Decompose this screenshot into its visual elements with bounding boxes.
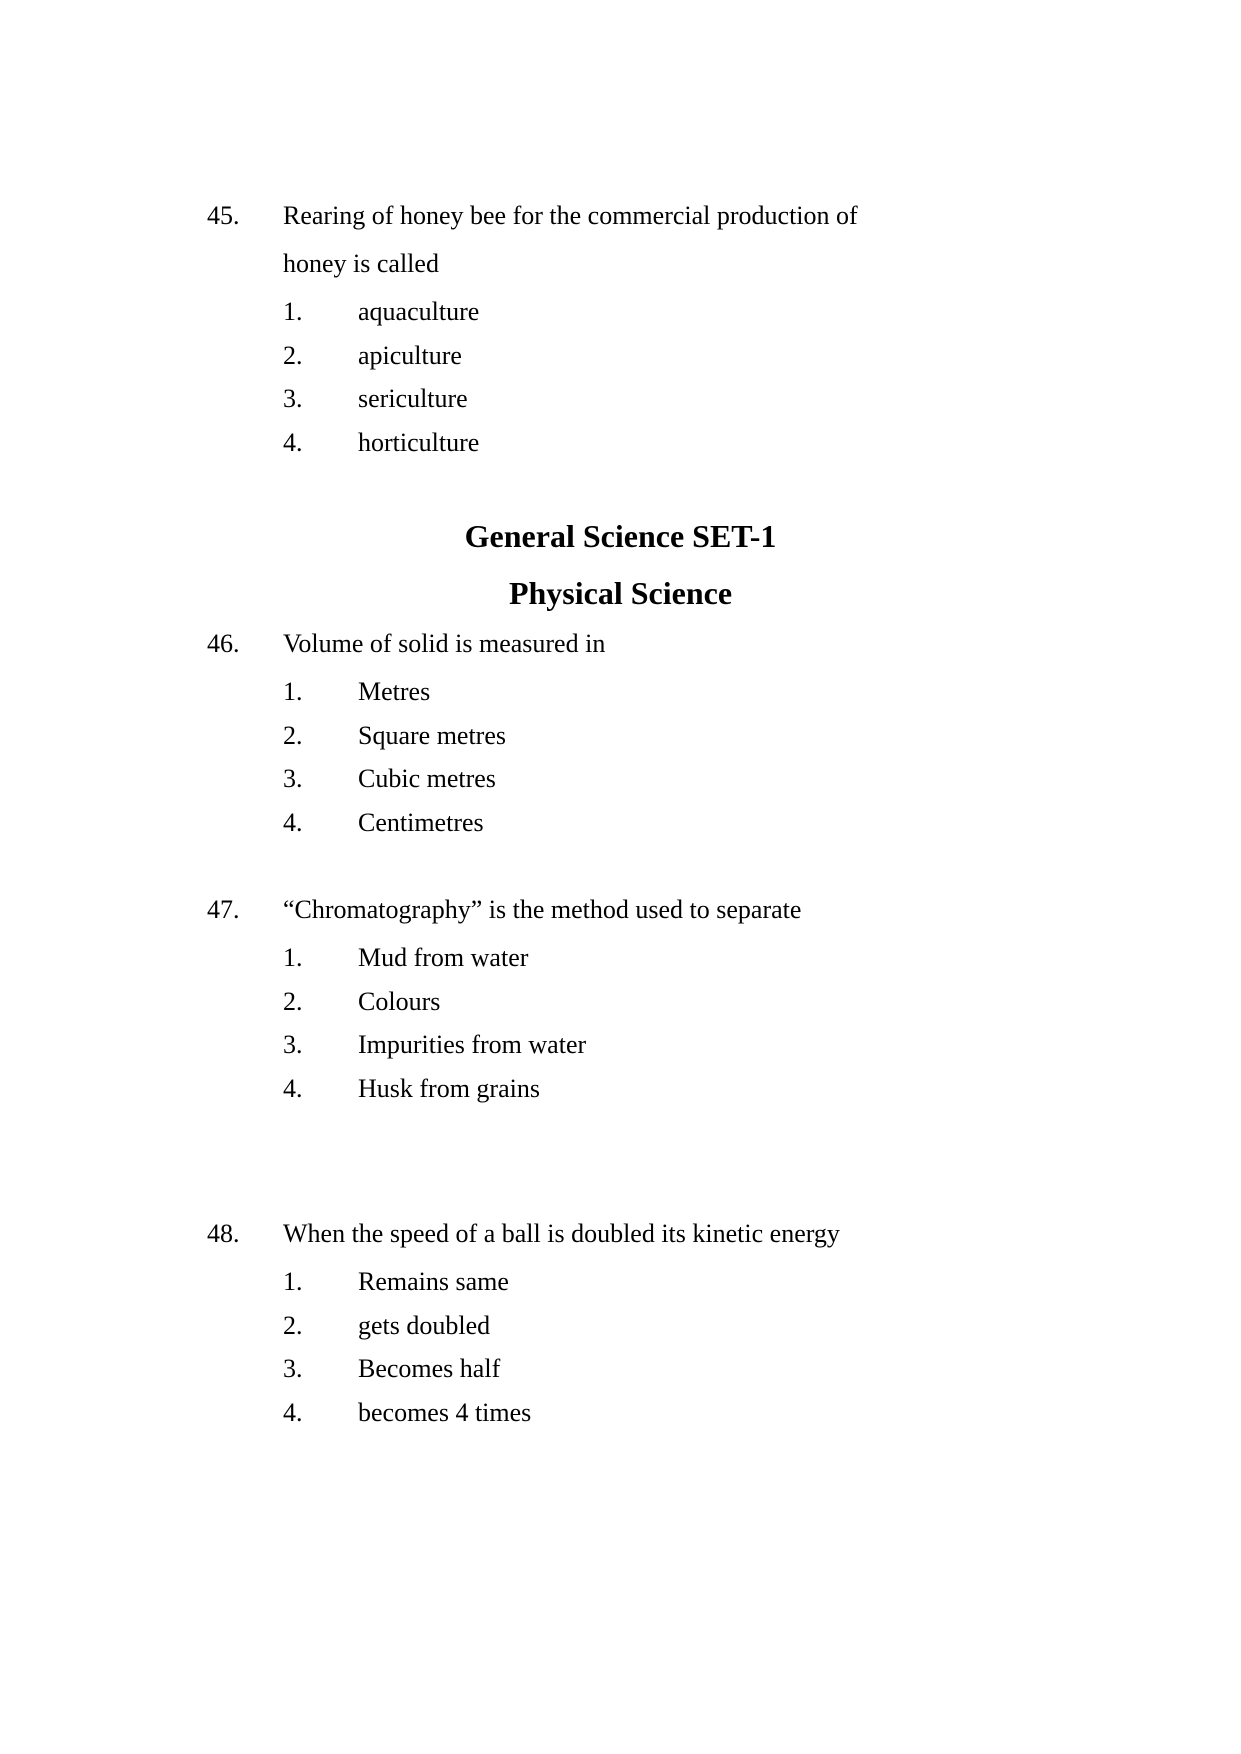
question-number: 48. (207, 1219, 240, 1248)
option-number: 1. (283, 943, 303, 972)
option-text: Remains same (358, 1267, 509, 1296)
option-text: Colours (358, 987, 441, 1016)
option-text: Centimetres (358, 808, 484, 837)
option-number: 3. (283, 384, 303, 413)
section-title: General Science SET-1 (464, 518, 777, 554)
option-number: 2. (283, 341, 303, 370)
option-text: Cubic metres (358, 764, 496, 793)
option-text: horticulture (358, 428, 480, 457)
option-text: sericulture (358, 384, 468, 413)
option-number: 3. (283, 1030, 303, 1059)
option-text: Mud from water (358, 943, 529, 972)
option-text: Becomes half (358, 1354, 501, 1383)
option-text: Impurities from water (358, 1030, 587, 1059)
section-subtitle: Physical Science (508, 575, 733, 611)
question-text-line: When the speed of a ball is doubled its kinetic energy (283, 1219, 840, 1248)
question-number: 47. (207, 895, 240, 924)
question-number: 45. (207, 201, 240, 230)
option-number: 3. (283, 1354, 303, 1383)
option-text: Square metres (358, 721, 507, 750)
question-text-line: “Chromatography” is the method used to separate (283, 895, 802, 924)
option-number: 4. (283, 808, 303, 837)
question-text-line: honey is called (283, 249, 439, 278)
option-number: 4. (283, 1398, 303, 1427)
option-text: gets doubled (358, 1311, 491, 1340)
option-number: 2. (283, 721, 303, 750)
option-number: 1. (283, 297, 303, 326)
option-text: Metres (358, 677, 431, 706)
option-number: 4. (283, 1074, 303, 1103)
option-text: Husk from grains (358, 1074, 540, 1103)
question-number: 46. (207, 629, 240, 658)
option-number: 1. (283, 677, 303, 706)
option-number: 3. (283, 764, 303, 793)
option-number: 1. (283, 1267, 303, 1296)
question-text-line: Rearing of honey bee for the commercial production of (283, 201, 858, 230)
option-text: becomes 4 times (358, 1398, 532, 1427)
option-text: aquaculture (358, 297, 480, 326)
option-number: 2. (283, 1311, 303, 1340)
option-number: 2. (283, 987, 303, 1016)
option-number: 4. (283, 428, 303, 457)
option-text: apiculture (358, 341, 462, 370)
question-text-line: Volume of solid is measured in (283, 629, 606, 658)
